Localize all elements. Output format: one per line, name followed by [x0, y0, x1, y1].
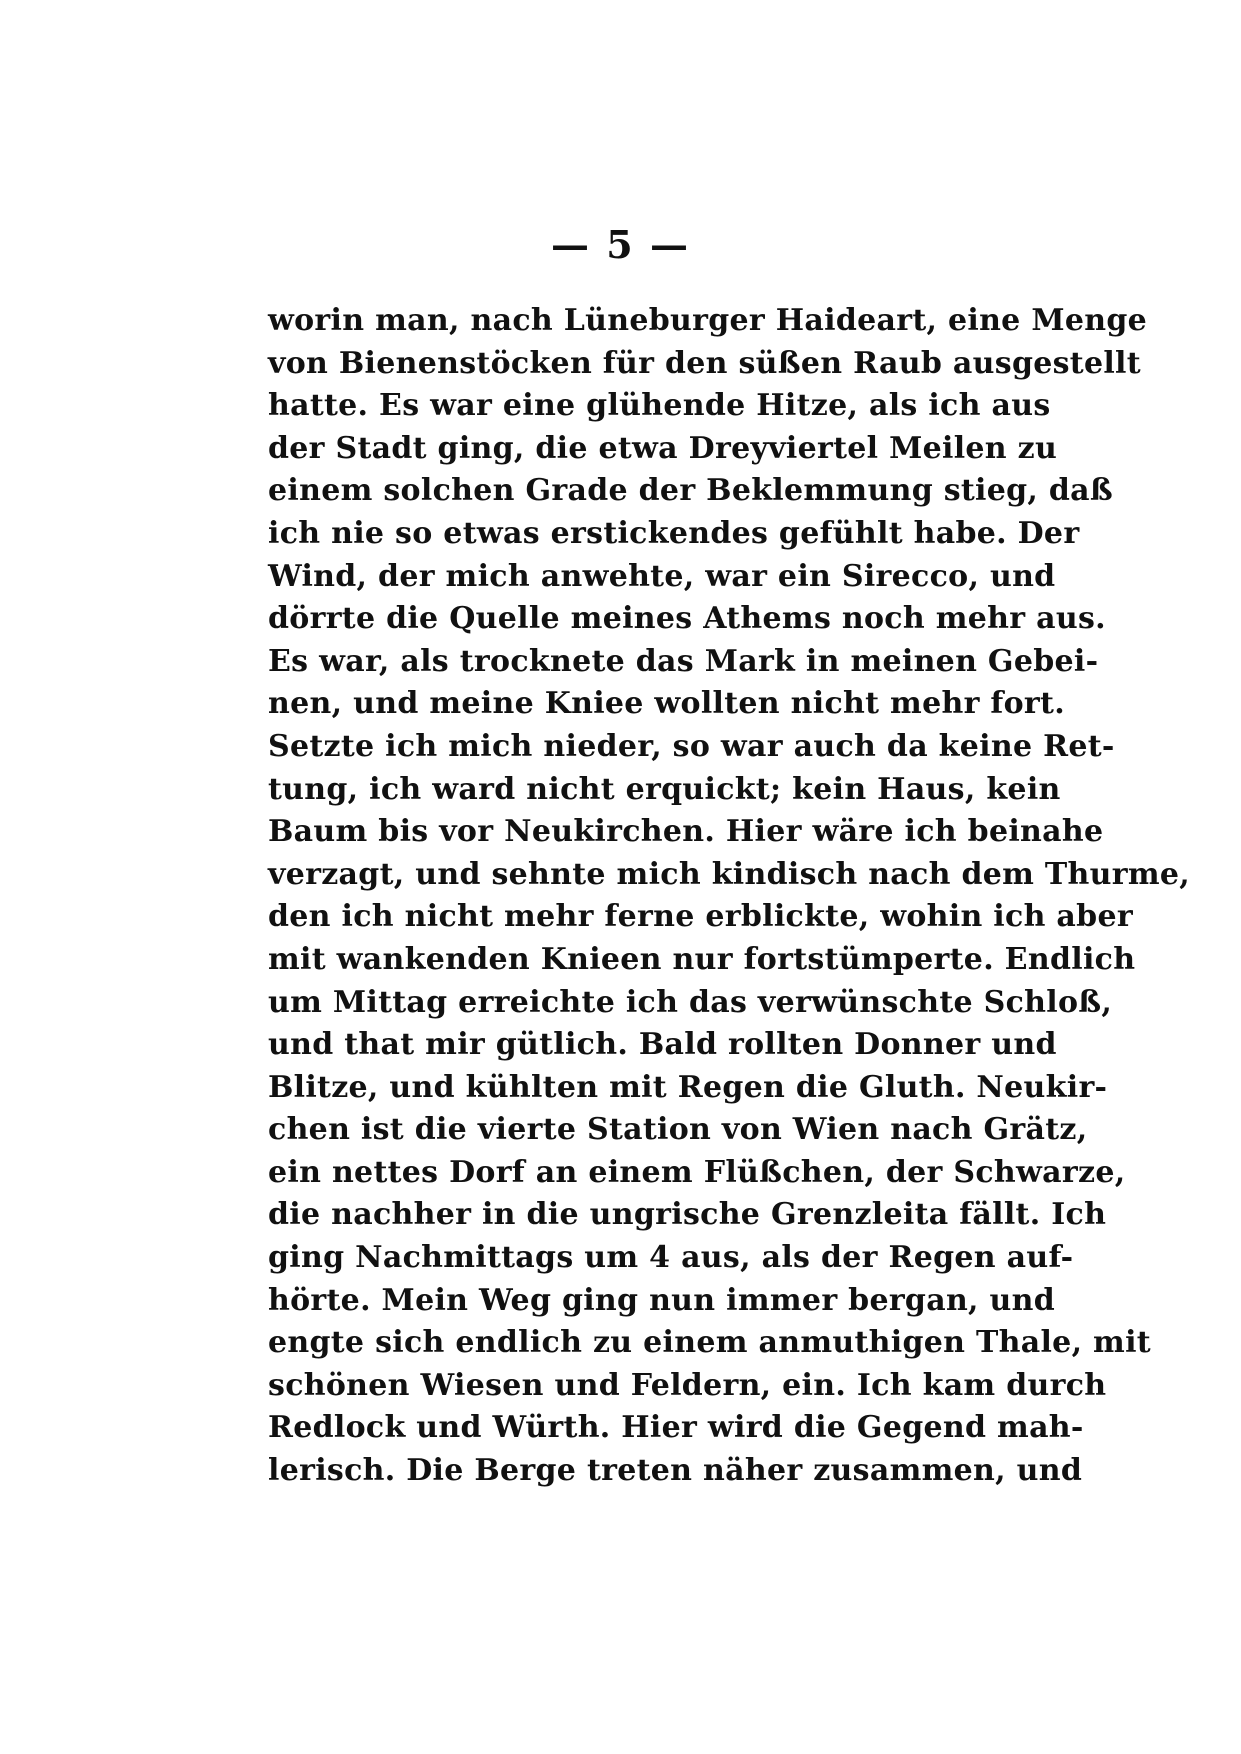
- page-number: — 5 —: [551, 222, 690, 267]
- text-line: die nachher in die ungrische Grenzleita fällt. Ich: [268, 1197, 1107, 1233]
- text-line: nen, und meine Kniee wollten nicht mehr fort.: [268, 686, 1065, 722]
- text-line: um Mittag erreichte ich das verwünschte Schloß,: [268, 984, 1113, 1020]
- text-line: dörrte die Quelle meines Athems noch mehr aus.: [268, 601, 1106, 637]
- text-line: mit wankenden Knieen nur fortstümperte. Endlich: [268, 941, 1136, 977]
- text-line: hatte. Es war eine glühende Hitze, als ich aus: [268, 388, 1051, 424]
- body-text: [268, 300, 1191, 1493]
- text-line: der Stadt ging, die etwa Dreyviertel Meilen zu: [268, 430, 1058, 466]
- text-line: schönen Wiesen und Feldern, ein. Ich kam durch: [268, 1367, 1107, 1403]
- text-line: ich nie so etwas erstickendes gefühlt habe. Der: [268, 515, 1080, 551]
- text-line: Wind, der mich anwehte, war ein Sirecco, und: [268, 558, 1056, 594]
- text-line: von Bienenstöcken für den süßen Raub ausgestellt: [268, 345, 1141, 381]
- text-line: engte sich endlich zu einem anmuthigen Thale, mit: [268, 1325, 1151, 1361]
- text-line: worin man, nach Lüneburger Haideart, eine Menge: [268, 303, 1147, 338]
- text-line: lerisch. Die Berge treten näher zusammen, und: [268, 1453, 1083, 1489]
- text-line: Blitze, und kühlten mit Regen die Gluth. Neukir-: [268, 1069, 1108, 1105]
- text-line: ein nettes Dorf an einem Flüßchen, der Schwarze,: [268, 1154, 1126, 1190]
- text-line: den ich nicht mehr ferne erblickte, wohin ich aber: [268, 899, 1133, 935]
- text-line: ging Nachmittags um 4 aus, als der Regen auf-: [268, 1240, 1074, 1276]
- text-line: Redlock und Würth. Hier wird die Gegend mah-: [268, 1410, 1084, 1446]
- text-line: chen ist die vierte Station von Wien nach Grätz,: [268, 1112, 1088, 1148]
- text-line: Baum bis vor Neukirchen. Hier wäre ich beinahe: [268, 814, 1104, 850]
- text-line: verzagt, und sehnte mich kindisch nach dem Thurme,: [268, 856, 1191, 892]
- text-line: Es war, als trocknete das Mark in meinen Gebei-: [268, 643, 1099, 679]
- text-line: und that mir gütlich. Bald rollten Donner und: [268, 1027, 1057, 1063]
- text-line: hörte. Mein Weg ging nun immer bergan, und: [268, 1282, 1056, 1318]
- text-line: Setzte ich mich nieder, so war auch da keine Ret-: [268, 728, 1115, 764]
- text-line: tung, ich ward nicht erquickt; kein Haus, kein: [268, 771, 1061, 807]
- text-line: einem solchen Grade der Beklemmung stieg, daß: [268, 473, 1114, 509]
